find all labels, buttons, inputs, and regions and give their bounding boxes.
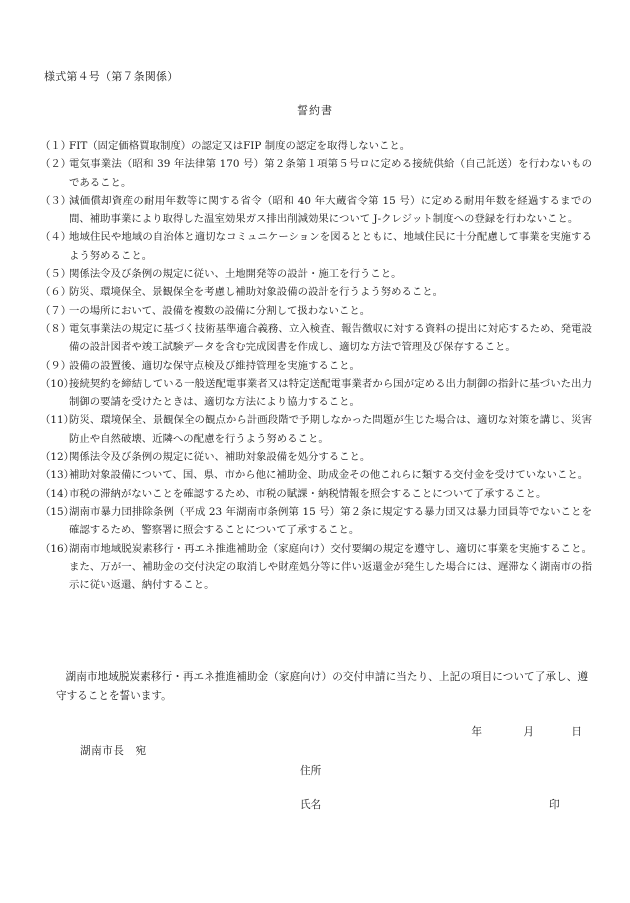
pledge-item: [40, 228, 592, 265]
form-number: 様式第４号（第７条関係）: [44, 70, 179, 83]
pledge-item-text: 電気事業法（昭和 39 年法律第 170 号）第２条第１項第５号ロに定める接続供給（自己託送）を行わないものであること。: [69, 158, 592, 189]
date-day-label: 日: [571, 726, 582, 738]
pledge-item-number: （10）: [40, 377, 75, 390]
pledge-item: [40, 320, 592, 357]
date-year-label: 年: [471, 726, 482, 738]
pledge-item: [40, 357, 592, 375]
pledge-item: [40, 466, 592, 484]
pledge-item: [40, 448, 592, 466]
pledge-item-number: （５）: [40, 268, 72, 281]
pledge-item-text: 防災、環境保全、景観保全の観点から計画段階で予期しなかった問題が生じた場合は、適切な対策を講じ、災害防止や自然破壊、近隣への配慮を行うよう努めること。: [69, 414, 592, 445]
pledge-item: [40, 302, 592, 320]
pledge-item-text: 防災、環境保全、景観保全を考慮し補助対象設備の設計を行うよう努めること。: [69, 286, 444, 299]
pledge-item: [40, 155, 592, 192]
date-month-label: 月: [523, 726, 534, 738]
pledge-item-number: （４）: [40, 231, 72, 244]
pledge-item-text: 湖南市地域脱炭素移行・再エネ推進補助金（家庭向け）交付要綱の規定を遵守し、適切に事業を実施すること。また、万が一、補助金の交付決定の取消しや財産処分等に伴い返還金が発生した場合には、遅滞なく湖南市の指示に従い返還、納付すること。: [69, 542, 592, 592]
pledge-item: [40, 137, 592, 155]
pledge-item-number: （８）: [40, 322, 72, 335]
pledge-item-number: （15）: [40, 505, 75, 518]
pledge-items-list: [40, 137, 592, 594]
pledge-item-number: （６）: [40, 286, 72, 299]
pledge-item-number: （１）: [40, 140, 72, 152]
pledge-item: [40, 265, 592, 283]
pledge-item: [40, 411, 592, 448]
pledge-item-text: 湖南市暴力団排除条例（平成 23 年湖南市条例第 15 号）第２条に規定する暴力団又は暴力団員等でないことを確認するため、警察署に照会することについて了承すること。: [69, 505, 592, 537]
pledge-item-number: （３）: [40, 194, 72, 207]
pledge-item-number: （14）: [40, 487, 75, 500]
pledge-item-number: （12）: [40, 451, 75, 464]
name-label: 氏名: [300, 799, 322, 811]
pledge-item-text: 減価償却資産の耐用年数等に関する省令（昭和 40 年大蔵省令第 15 号）に定める耐用年数を経過するまでの間、補助事業により取得した温室効果ガス排出削減効果について J-クレジット制度への登録を行わないこと。: [69, 194, 592, 226]
pledge-item-number: （16）: [40, 542, 75, 555]
pledge-item-text: 関係法令及び条例の規定に従い、土地開発等の設計・施工を行うこと。: [69, 268, 402, 281]
pledge-item: [40, 485, 592, 503]
pledge-item-text: 地域住民や地域の自治体と適切なコミュニケーションを図るとともに、地域住民に十分配慮して事業を実施するよう努めること。: [69, 231, 592, 262]
pledge-item-text: 接続契約を締結している一般送配電事業者又は特定送配電事業者から国が定める出力制御の指針に基づいた出力制御の要請を受けたときは、適切な方法により協力すること。: [69, 377, 592, 409]
address-label: 住所: [300, 765, 322, 777]
addressee: 湖南市長 宛: [80, 745, 147, 757]
pledge-statement: 湖南市地域脱炭素移行・再エネ推進補助金（家庭向け）の交付申請に当たり、上記の項目について了承し、遵守することを誓います。: [56, 671, 588, 702]
pledge-item-number: （11）: [40, 414, 75, 427]
pledge-item: [40, 192, 592, 229]
date-line: [471, 724, 582, 739]
pledge-item: [40, 540, 592, 595]
pledge-item-number: （９）: [40, 359, 72, 372]
pledge-item-text: 補助対象設備について、国、県、市から他に補助金、助成金その他これらに類する交付金を受けていないこと。: [69, 469, 589, 482]
pledge-item: [40, 375, 592, 412]
pledge-item-text: 電気事業法の規定に基づく技術基準適合義務、立入検査、報告徴収に対する資料の提出に対応するため、発電設備の設計図者や竣工試験データを含む完成図書を作成し、適切な方法で管理及び保存すること。: [69, 322, 592, 354]
pledge-item-number: （２）: [40, 158, 72, 171]
pledge-item: [40, 503, 592, 540]
pledge-item: [40, 283, 592, 301]
pledge-item-number: （13）: [40, 469, 75, 482]
pledge-item-text: FIT（固定価格買取制度）の認定又はFIP 制度の認定を取得しないこと。: [69, 140, 411, 152]
document-title: 誓約書: [297, 104, 333, 117]
pledge-item-text: 関係法令及び条例の規定に従い、補助対象設備を処分すること。: [69, 451, 371, 464]
pledge-item-number: （７）: [40, 304, 72, 317]
pledge-item-text: 設備の設置後、適切な保守点検及び維持管理を実施すること。: [69, 359, 360, 372]
pledge-item-text: 一の場所において、設備を複数の設備に分割して扱わないこと。: [69, 304, 371, 317]
seal-label: 印: [549, 799, 560, 811]
pledge-item-text: 市税の滞納がないことを確認するため、市税の賦課・納税情報を照会することについて了承すること。: [69, 487, 547, 500]
